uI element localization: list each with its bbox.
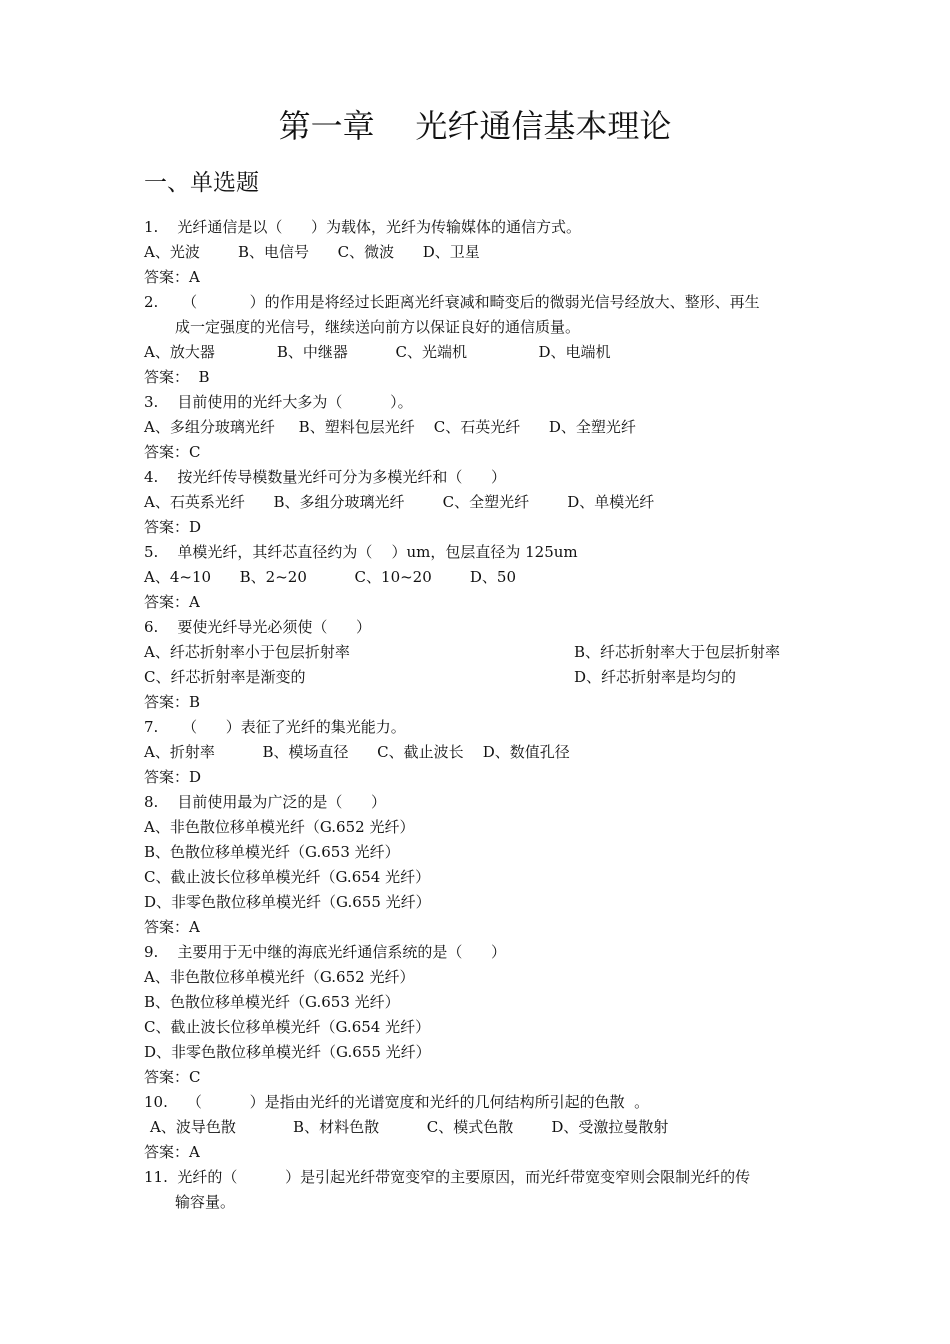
options-line: A、折射率 B、模场直径 C、截止波长 D、数值孔径: [144, 743, 570, 761]
answer-line: 答案：C: [144, 443, 201, 461]
question-continuation: 成一定强度的光信号，继续送向前方以保证良好的通信质量。: [175, 318, 581, 336]
chapter-title: 第一章 光纤通信基本理论: [278, 107, 672, 145]
options-line: D、非零色散位移单模光纤（G.655 光纤）: [144, 1043, 431, 1061]
question-line: 6. 要使光纤导光必须使（ ）: [144, 618, 371, 636]
question-continuation: 输容量。: [175, 1193, 236, 1211]
option-text: D、纤芯折射率是均匀的: [574, 668, 737, 686]
option-row: [144, 640, 814, 665]
options-line: A、多组分玻璃光纤 B、塑料包层光纤 C、石英光纤 D、全塑光纤: [144, 418, 636, 436]
answer-line: 答案：D: [144, 768, 202, 786]
answer-line: 答案：B: [144, 693, 201, 711]
answer-line: 答案：C: [144, 1068, 201, 1086]
question-line: 11. 光纤的（ ）是引起光纤带宽变窄的主要原因，而光纤带宽变窄则会限制光纤的传: [144, 1168, 751, 1186]
answer-line: 答案：A: [144, 1143, 200, 1161]
answer-line: 答案：D: [144, 518, 202, 536]
section-heading: 一、单选题: [144, 170, 259, 196]
options-line: B、色散位移单模光纤（G.653 光纤）: [144, 843, 400, 861]
options-line: A、放大器 B、中继器 C、光端机 D、电端机: [144, 343, 611, 361]
options-line: B、色散位移单模光纤（G.653 光纤）: [144, 993, 400, 1011]
question-line: 2. （ ）的作用是将经过长距离光纤衰减和畸变后的微弱光信号经放大、整形、再生: [144, 293, 760, 311]
answer-line: 答案： B: [144, 368, 210, 386]
answer-line: 答案：A: [144, 593, 200, 611]
question-line: 1. 光纤通信是以（ ）为载体，光纤为传输媒体的通信方式。: [144, 218, 581, 236]
options-line: C、截止波长位移单模光纤（G.654 光纤）: [144, 1018, 431, 1036]
question-line: 8. 目前使用最为广泛的是（ ）: [144, 793, 386, 811]
options-line: A、波导色散 B、材料色散 C、模式色散 D、受激拉曼散射: [150, 1118, 669, 1136]
question-line: 5. 单模光纤，其纤芯直径约为（ ）um，包层直径为 125um: [144, 543, 578, 561]
option-row: [144, 665, 814, 690]
question-list: [144, 215, 814, 1215]
question-line: 4. 按光纤传导模数量光纤可分为多模光纤和（ ）: [144, 468, 506, 486]
question-line: 9. 主要用于无中继的海底光纤通信系统的是（ ）: [144, 943, 506, 961]
options-line: C、截止波长位移单模光纤（G.654 光纤）: [144, 868, 431, 886]
options-line: D、非零色散位移单模光纤（G.655 光纤）: [144, 893, 431, 911]
options-line: A、非色散位移单模光纤（G.652 光纤）: [144, 968, 415, 986]
options-line: A、石英系光纤 B、多组分玻璃光纤 C、全塑光纤 D、单模光纤: [144, 493, 655, 511]
question-line: 7. （ ）表征了光纤的集光能力。: [144, 718, 406, 736]
answer-line: 答案：A: [144, 918, 200, 936]
question-line: 10. （ ）是指由光纤的光谱宽度和光纤的几何结构所引起的色散 。: [144, 1093, 650, 1111]
question-line: 3. 目前使用的光纤大多为（ ）。: [144, 393, 413, 411]
options-line: A、4~10 B、2~20 C、10~20 D、50: [144, 568, 517, 586]
answer-line: 答案：A: [144, 268, 200, 286]
options-line: A、光波 B、电信号 C、微波 D、卫星: [144, 243, 480, 261]
options-line: A、非色散位移单模光纤（G.652 光纤）: [144, 818, 415, 836]
option-text: B、纤芯折射率大于包层折射率: [574, 643, 781, 661]
option-text: A、纤芯折射率小于包层折射率: [144, 643, 350, 661]
option-text: C、纤芯折射率是渐变的: [144, 668, 306, 686]
